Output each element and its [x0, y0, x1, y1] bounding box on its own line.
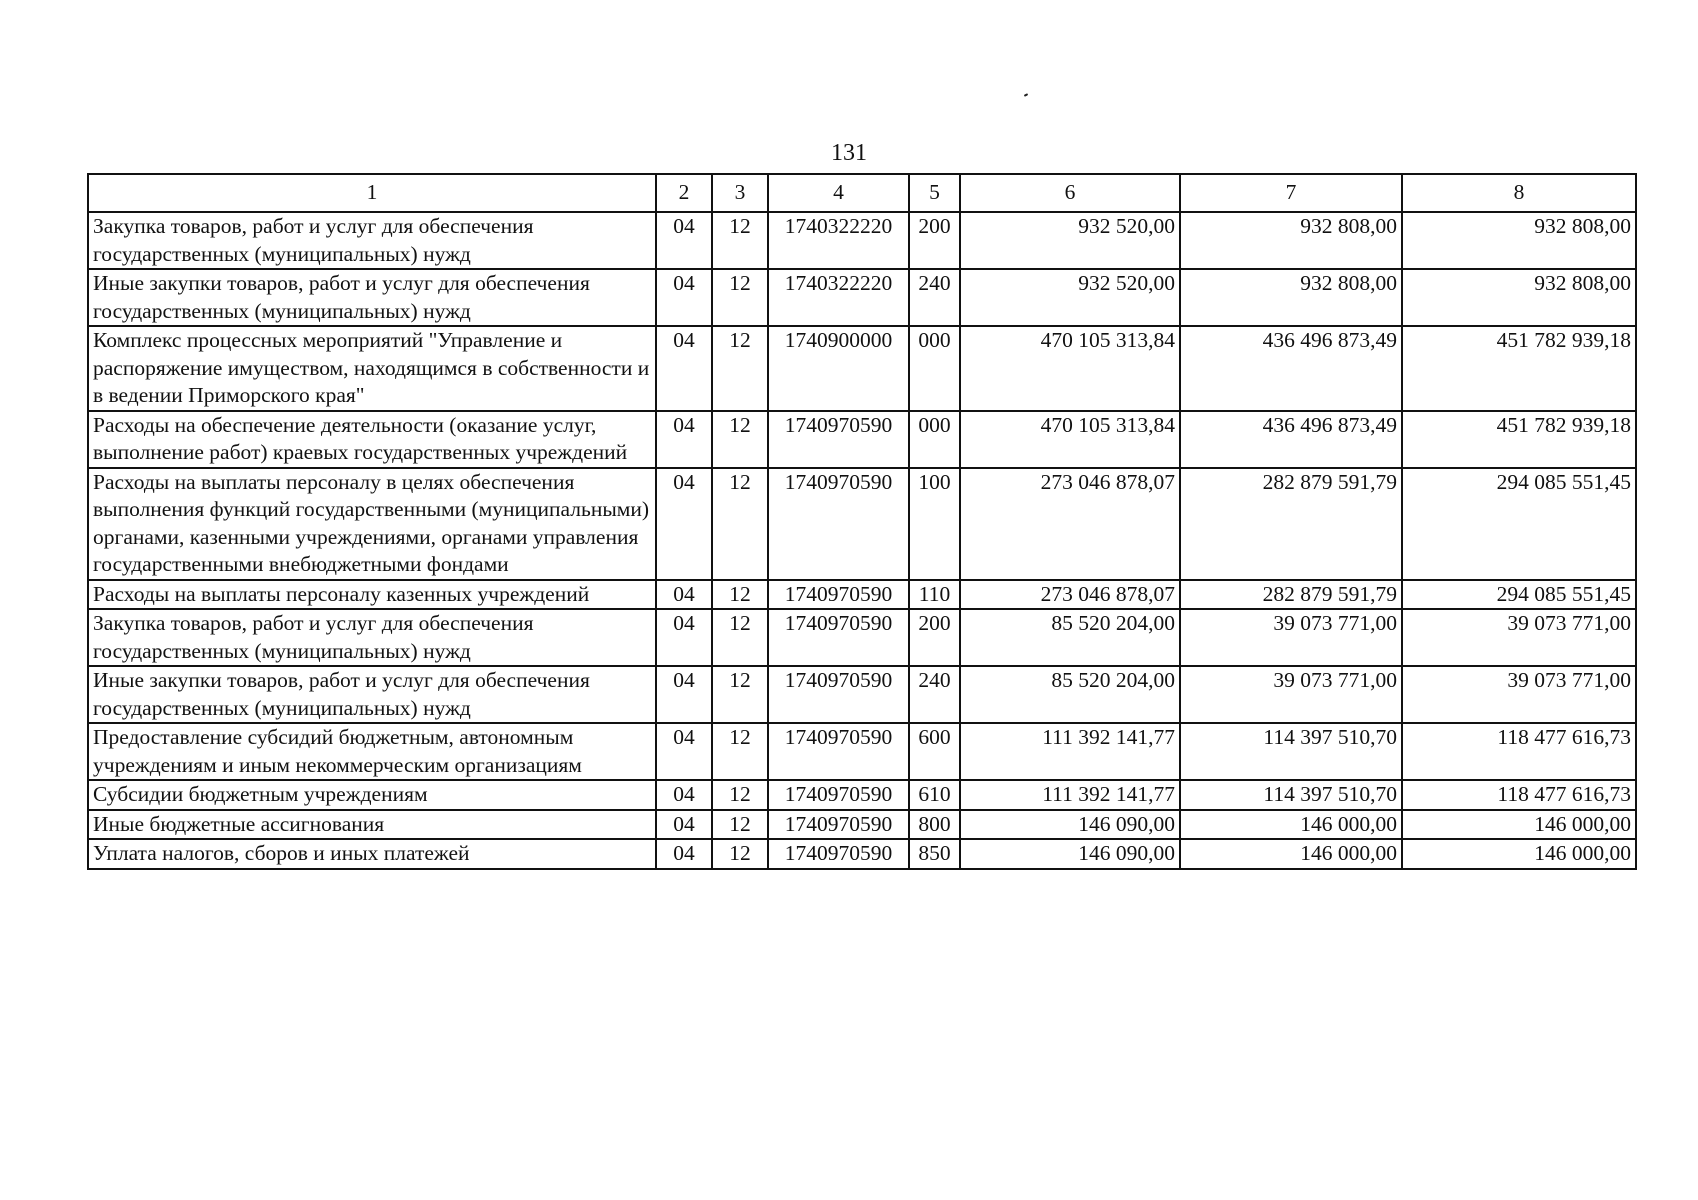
page-number: 131	[831, 140, 867, 166]
budget-table	[87, 173, 1637, 870]
row-amount-8: 118 477 616,73	[1402, 723, 1636, 780]
row-amount-8: 451 782 939,18	[1402, 411, 1636, 468]
row-target-code: 1740322220	[768, 212, 909, 269]
row-target-code: 1740970590	[768, 580, 909, 610]
table-row	[88, 468, 1636, 580]
row-amount-8: 294 085 551,45	[1402, 468, 1636, 580]
row-amount-8: 932 808,00	[1402, 212, 1636, 269]
scan-speck	[1024, 93, 1028, 97]
table-row	[88, 212, 1636, 269]
row-expense-type-code: 000	[909, 411, 960, 468]
row-amount-6: 85 520 204,00	[960, 666, 1180, 723]
row-subsection-code: 12	[712, 666, 768, 723]
row-section-code: 04	[656, 580, 712, 610]
row-name: Субсидии бюджетным учреждениям	[88, 780, 656, 810]
row-section-code: 04	[656, 609, 712, 666]
table-row	[88, 580, 1636, 610]
row-amount-7: 146 000,00	[1180, 810, 1402, 840]
row-expense-type-code: 800	[909, 810, 960, 840]
row-subsection-code: 12	[712, 580, 768, 610]
header-row	[88, 174, 1636, 212]
row-name: Закупка товаров, работ и услуг для обеспечения государственных (муниципальных) нужд	[88, 609, 656, 666]
table-row	[88, 326, 1636, 411]
row-amount-6: 146 090,00	[960, 810, 1180, 840]
row-target-code: 1740970590	[768, 780, 909, 810]
table-row	[88, 411, 1636, 468]
row-amount-8: 146 000,00	[1402, 810, 1636, 840]
row-expense-type-code: 240	[909, 269, 960, 326]
row-amount-6: 932 520,00	[960, 212, 1180, 269]
row-section-code: 04	[656, 411, 712, 468]
row-amount-7: 146 000,00	[1180, 839, 1402, 869]
row-section-code: 04	[656, 326, 712, 411]
column-header-6: 6	[960, 174, 1180, 212]
row-subsection-code: 12	[712, 723, 768, 780]
row-amount-8: 146 000,00	[1402, 839, 1636, 869]
row-amount-6: 273 046 878,07	[960, 580, 1180, 610]
row-name: Расходы на выплаты персоналу казенных учреждений	[88, 580, 656, 610]
column-header-4: 4	[768, 174, 909, 212]
table-row	[88, 666, 1636, 723]
column-header-7: 7	[1180, 174, 1402, 212]
row-subsection-code: 12	[712, 609, 768, 666]
row-name: Расходы на выплаты персоналу в целях обеспечения выполнения функций государственными (муниципальными) органами, казенными учреждениями, органами управления государственными внебюджетными фондами	[88, 468, 656, 580]
row-amount-6: 273 046 878,07	[960, 468, 1180, 580]
row-subsection-code: 12	[712, 468, 768, 580]
row-subsection-code: 12	[712, 810, 768, 840]
row-amount-6: 932 520,00	[960, 269, 1180, 326]
row-expense-type-code: 100	[909, 468, 960, 580]
row-subsection-code: 12	[712, 269, 768, 326]
row-amount-6: 146 090,00	[960, 839, 1180, 869]
row-subsection-code: 12	[712, 326, 768, 411]
row-expense-type-code: 240	[909, 666, 960, 723]
row-section-code: 04	[656, 839, 712, 869]
table-row	[88, 810, 1636, 840]
row-name: Иные закупки товаров, работ и услуг для обеспечения государственных (муниципальных) нужд	[88, 269, 656, 326]
row-amount-8: 932 808,00	[1402, 269, 1636, 326]
row-subsection-code: 12	[712, 780, 768, 810]
row-target-code: 1740900000	[768, 326, 909, 411]
row-name: Закупка товаров, работ и услуг для обеспечения государственных (муниципальных) нужд	[88, 212, 656, 269]
row-name: Иные бюджетные ассигнования	[88, 810, 656, 840]
row-amount-6: 470 105 313,84	[960, 326, 1180, 411]
row-target-code: 1740970590	[768, 810, 909, 840]
row-amount-8: 39 073 771,00	[1402, 609, 1636, 666]
row-expense-type-code: 000	[909, 326, 960, 411]
row-amount-6: 85 520 204,00	[960, 609, 1180, 666]
row-amount-8: 294 085 551,45	[1402, 580, 1636, 610]
row-target-code: 1740970590	[768, 411, 909, 468]
row-expense-type-code: 850	[909, 839, 960, 869]
row-amount-7: 114 397 510,70	[1180, 780, 1402, 810]
row-target-code: 1740970590	[768, 723, 909, 780]
row-target-code: 1740970590	[768, 468, 909, 580]
column-header-5: 5	[909, 174, 960, 212]
table-row	[88, 609, 1636, 666]
row-amount-8: 39 073 771,00	[1402, 666, 1636, 723]
row-amount-7: 436 496 873,49	[1180, 326, 1402, 411]
row-amount-7: 436 496 873,49	[1180, 411, 1402, 468]
row-amount-8: 118 477 616,73	[1402, 780, 1636, 810]
row-amount-6: 111 392 141,77	[960, 780, 1180, 810]
row-target-code: 1740970590	[768, 666, 909, 723]
row-target-code: 1740322220	[768, 269, 909, 326]
row-amount-6: 111 392 141,77	[960, 723, 1180, 780]
row-target-code: 1740970590	[768, 839, 909, 869]
row-expense-type-code: 610	[909, 780, 960, 810]
row-amount-7: 932 808,00	[1180, 212, 1402, 269]
table-row	[88, 723, 1636, 780]
row-section-code: 04	[656, 666, 712, 723]
row-expense-type-code: 200	[909, 609, 960, 666]
row-amount-7: 114 397 510,70	[1180, 723, 1402, 780]
row-section-code: 04	[656, 810, 712, 840]
column-header-1: 1	[88, 174, 656, 212]
row-subsection-code: 12	[712, 411, 768, 468]
row-amount-7: 39 073 771,00	[1180, 666, 1402, 723]
row-name: Комплекс процессных мероприятий "Управление и распоряжение имуществом, находящимся в собственности и в ведении Приморского края"	[88, 326, 656, 411]
row-amount-8: 451 782 939,18	[1402, 326, 1636, 411]
table-row	[88, 269, 1636, 326]
row-subsection-code: 12	[712, 212, 768, 269]
row-amount-7: 39 073 771,00	[1180, 609, 1402, 666]
row-name: Иные закупки товаров, работ и услуг для обеспечения государственных (муниципальных) нужд	[88, 666, 656, 723]
row-name: Предоставление субсидий бюджетным, автономным учреждениям и иным некоммерческим организациям	[88, 723, 656, 780]
table-row	[88, 839, 1636, 869]
column-header-3: 3	[712, 174, 768, 212]
row-subsection-code: 12	[712, 839, 768, 869]
row-section-code: 04	[656, 723, 712, 780]
column-header-8: 8	[1402, 174, 1636, 212]
table-row	[88, 780, 1636, 810]
row-section-code: 04	[656, 269, 712, 326]
row-amount-7: 932 808,00	[1180, 269, 1402, 326]
row-section-code: 04	[656, 468, 712, 580]
row-amount-7: 282 879 591,79	[1180, 580, 1402, 610]
row-amount-7: 282 879 591,79	[1180, 468, 1402, 580]
row-expense-type-code: 600	[909, 723, 960, 780]
row-expense-type-code: 110	[909, 580, 960, 610]
row-name: Уплата налогов, сборов и иных платежей	[88, 839, 656, 869]
row-amount-6: 470 105 313,84	[960, 411, 1180, 468]
row-section-code: 04	[656, 212, 712, 269]
column-header-2: 2	[656, 174, 712, 212]
row-target-code: 1740970590	[768, 609, 909, 666]
row-section-code: 04	[656, 780, 712, 810]
row-name: Расходы на обеспечение деятельности (оказание услуг, выполнение работ) краевых государственных учреждений	[88, 411, 656, 468]
row-expense-type-code: 200	[909, 212, 960, 269]
